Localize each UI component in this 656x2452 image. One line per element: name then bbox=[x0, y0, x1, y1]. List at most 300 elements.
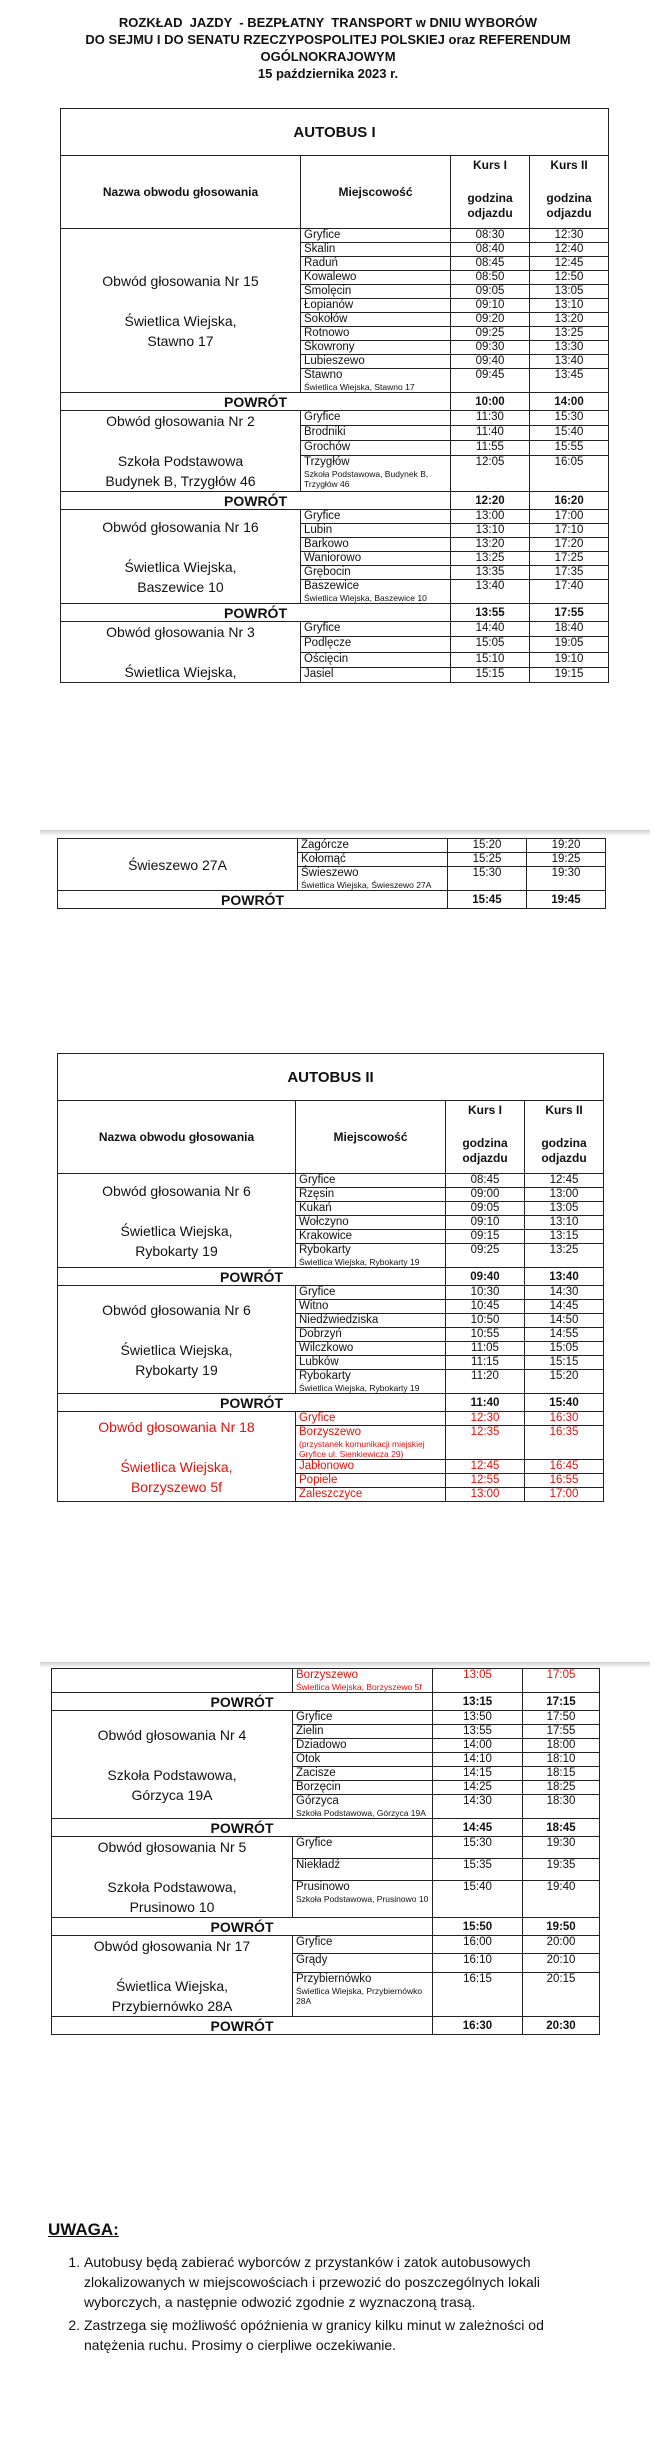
departure-kurs-1: 14:30 bbox=[433, 1795, 523, 1819]
stop-name bbox=[296, 1314, 446, 1328]
return-time-kurs-1: 12:20 bbox=[451, 492, 530, 510]
notes-list bbox=[48, 2252, 608, 2355]
departure-kurs-1: 12:05 bbox=[451, 455, 530, 491]
voting-district bbox=[61, 510, 301, 604]
departure-kurs-1: 13:00 bbox=[446, 1488, 525, 1502]
stop-location-note: (przystanek komunikacji miejskiej Gryfice ul. Sienkiewicza 29) bbox=[299, 1439, 425, 1459]
district-line: Świetlica Wiejska, bbox=[115, 1978, 229, 1994]
table-row bbox=[58, 839, 606, 853]
stop-label: Barkowo bbox=[304, 538, 349, 550]
departure-kurs-1: 15:30 bbox=[448, 867, 527, 891]
stop-name bbox=[301, 369, 451, 393]
stop-label: Gryfice bbox=[299, 1174, 336, 1186]
departure-kurs-1: 08:50 bbox=[451, 271, 530, 285]
departure-kurs-2: 12:45 bbox=[525, 1174, 604, 1188]
stop-label: Brodniki bbox=[304, 425, 346, 438]
stop-name bbox=[296, 1356, 446, 1370]
stop-name bbox=[296, 1370, 446, 1394]
godzina-label: godzina bbox=[541, 1136, 587, 1150]
departure-kurs-1: 11:40 bbox=[451, 425, 530, 440]
stop-name bbox=[293, 1725, 433, 1739]
district-line: Prusinowo 10 bbox=[129, 1899, 215, 1915]
departure-kurs-2: 15:05 bbox=[525, 1342, 604, 1356]
stop-name bbox=[301, 566, 451, 580]
departure-kurs-1: 13:40 bbox=[451, 580, 530, 604]
departure-kurs-1: 14:25 bbox=[433, 1781, 523, 1795]
stop-name bbox=[296, 1474, 446, 1488]
departure-kurs-2: 13:15 bbox=[525, 1230, 604, 1244]
stop-name bbox=[296, 1216, 446, 1230]
return-time-kurs-1: 14:45 bbox=[433, 1819, 523, 1837]
departure-kurs-1: 09:20 bbox=[451, 313, 530, 327]
departure-kurs-1: 08:30 bbox=[451, 229, 530, 243]
departure-kurs-2: 16:30 bbox=[525, 1412, 604, 1426]
return-time-kurs-1: 09:40 bbox=[446, 1268, 525, 1286]
departure-kurs-2: 19:05 bbox=[530, 637, 609, 652]
return-label: POWRÓT bbox=[61, 492, 451, 510]
stop-name bbox=[301, 341, 451, 355]
stop-name bbox=[293, 1837, 433, 1859]
stop-label: Górzyca bbox=[296, 1795, 339, 1807]
kurs-label: Kurs II bbox=[545, 1103, 583, 1117]
return-row bbox=[52, 2017, 600, 2035]
departure-kurs-1: 16:10 bbox=[433, 1954, 523, 1972]
departure-kurs-1: 11:55 bbox=[451, 440, 530, 455]
return-row bbox=[61, 393, 609, 411]
stop-name bbox=[301, 622, 451, 637]
departure-kurs-2: 13:00 bbox=[525, 1188, 604, 1202]
return-label: POWRÓT bbox=[61, 393, 451, 411]
table-row bbox=[58, 1412, 604, 1426]
return-time-kurs-1: 10:00 bbox=[451, 393, 530, 411]
district-line: Baszewice 10 bbox=[137, 578, 224, 595]
stop-label: Grębocin bbox=[304, 566, 351, 578]
departure-kurs-2: 13:40 bbox=[530, 355, 609, 369]
return-time-kurs-1: 16:30 bbox=[433, 2017, 523, 2035]
stop-name bbox=[301, 313, 451, 327]
departure-kurs-1: 14:15 bbox=[433, 1767, 523, 1781]
departure-kurs-1: 13:00 bbox=[451, 510, 530, 524]
departure-kurs-1: 08:45 bbox=[451, 257, 530, 271]
stop-label: Prusinowo bbox=[296, 1880, 350, 1893]
district-line bbox=[55, 1671, 289, 1691]
bus-title: AUTOBUS I bbox=[61, 109, 609, 156]
stop-name bbox=[293, 1936, 433, 1954]
stop-name bbox=[296, 1426, 446, 1460]
stop-name bbox=[293, 1753, 433, 1767]
departure-kurs-2: 15:15 bbox=[525, 1356, 604, 1370]
departure-kurs-2: 17:40 bbox=[530, 580, 609, 604]
stop-name bbox=[296, 1342, 446, 1356]
return-label: POWRÓT bbox=[58, 891, 448, 909]
stop-name bbox=[301, 524, 451, 538]
stop-name bbox=[296, 1188, 446, 1202]
stop-name bbox=[298, 839, 448, 853]
departure-kurs-2: 18:00 bbox=[523, 1739, 600, 1753]
return-time-kurs-2: 17:15 bbox=[523, 1693, 600, 1711]
district-line: Obwód głosowania Nr 18 bbox=[98, 1418, 255, 1435]
stop-label: Łopianów bbox=[304, 299, 354, 311]
departure-kurs-2: 17:05 bbox=[523, 1669, 600, 1693]
voting-district bbox=[52, 1936, 293, 2017]
stop-label: Krakowice bbox=[299, 1230, 353, 1242]
return-label: POWRÓT bbox=[52, 2017, 433, 2035]
stop-name bbox=[301, 552, 451, 566]
stop-name bbox=[293, 1767, 433, 1781]
district-line: Rybokarty 19 bbox=[135, 1242, 218, 1259]
district-line bbox=[64, 431, 297, 451]
stop-name bbox=[293, 1781, 433, 1795]
return-time-kurs-2: 15:40 bbox=[525, 1394, 604, 1412]
stop-label: Kołomąć bbox=[301, 853, 346, 865]
departure-kurs-2: 18:30 bbox=[523, 1795, 600, 1819]
voting-district bbox=[52, 1837, 293, 1918]
stop-label: Zacisze bbox=[296, 1767, 336, 1779]
departure-kurs-2: 14:30 bbox=[525, 1286, 604, 1300]
departure-kurs-2: 20:00 bbox=[523, 1936, 600, 1954]
district-line: Rybokarty 19 bbox=[135, 1361, 218, 1378]
stop-name bbox=[293, 1972, 433, 2016]
column-header-district: Nazwa obwodu głosowania bbox=[58, 1101, 296, 1174]
stop-label: Gryfice bbox=[296, 1837, 333, 1849]
departure-kurs-2: 13:10 bbox=[530, 299, 609, 313]
district-line: Obwód głosowania Nr 5 bbox=[97, 1839, 247, 1855]
departure-kurs-1: 09:05 bbox=[451, 285, 530, 299]
kurs-label: Kurs II bbox=[550, 158, 588, 172]
stop-name bbox=[296, 1328, 446, 1342]
departure-kurs-2: 13:05 bbox=[530, 285, 609, 299]
return-row bbox=[58, 1268, 604, 1286]
return-row bbox=[61, 604, 609, 622]
departure-kurs-1: 10:45 bbox=[446, 1300, 525, 1314]
table-row bbox=[61, 510, 609, 524]
stop-name bbox=[293, 1795, 433, 1819]
stop-name bbox=[298, 867, 448, 891]
district-line: Świetlica Wiejska, bbox=[124, 664, 237, 680]
table-row bbox=[58, 1174, 604, 1188]
stop-name bbox=[301, 271, 451, 285]
stop-location-note: Świetlica Wiejska, Borzyszewo 5f bbox=[296, 1682, 422, 1692]
return-time-kurs-2: 19:50 bbox=[523, 1918, 600, 1936]
return-time-kurs-2: 19:45 bbox=[527, 891, 606, 909]
stop-name bbox=[301, 637, 451, 652]
stop-label: Gryfice bbox=[296, 1936, 333, 1948]
stop-label: Smolęcin bbox=[304, 285, 352, 297]
departure-kurs-2: 12:40 bbox=[530, 243, 609, 257]
departure-kurs-1: 16:15 bbox=[433, 1972, 523, 2016]
departure-kurs-1: 11:15 bbox=[446, 1356, 525, 1370]
departure-kurs-1: 15:20 bbox=[448, 839, 527, 853]
district-line: Przybiernówko 28A bbox=[111, 1998, 233, 2014]
departure-kurs-1: 15:05 bbox=[451, 637, 530, 652]
stop-label: Lubków bbox=[299, 1356, 339, 1368]
district-line bbox=[61, 1201, 292, 1221]
departure-kurs-1: 09:25 bbox=[451, 327, 530, 341]
departure-kurs-1: 16:00 bbox=[433, 1936, 523, 1954]
bus-title: AUTOBUS II bbox=[58, 1054, 604, 1101]
stop-name bbox=[296, 1202, 446, 1216]
stop-location-note: Świetlica Wiejska, Baszewice 10 bbox=[304, 593, 427, 603]
return-label: POWRÓT bbox=[61, 604, 451, 622]
departure-kurs-1: 14:00 bbox=[433, 1739, 523, 1753]
stop-label: Stawno bbox=[304, 369, 343, 381]
departure-kurs-2: 16:35 bbox=[525, 1426, 604, 1460]
departure-kurs-1: 10:30 bbox=[446, 1286, 525, 1300]
return-label: POWRÓT bbox=[52, 1918, 433, 1936]
district-line bbox=[55, 1857, 289, 1877]
district-line: Budynek B, Trzygłów 46 bbox=[105, 473, 256, 489]
departure-kurs-2: 17:00 bbox=[525, 1488, 604, 1502]
column-header-place: Miejscowość bbox=[301, 156, 451, 229]
voting-district bbox=[52, 1669, 293, 1693]
column-header-kurs-2 bbox=[525, 1101, 604, 1174]
stop-label: Jabłonowo bbox=[299, 1460, 354, 1472]
departure-kurs-2: 14:50 bbox=[525, 1314, 604, 1328]
stop-label: Baszewice bbox=[304, 580, 359, 592]
stop-label: Dziadowo bbox=[296, 1739, 347, 1751]
departure-kurs-2: 19:15 bbox=[530, 667, 609, 682]
district-line: Obwód głosowania Nr 2 bbox=[106, 413, 255, 429]
stop-label: Raduń bbox=[304, 257, 338, 269]
departure-kurs-1: 13:35 bbox=[451, 566, 530, 580]
stop-label: Witno bbox=[299, 1300, 329, 1312]
schedule-table-autobus-2-continued bbox=[51, 1668, 600, 2035]
district-line bbox=[55, 1745, 289, 1765]
return-row bbox=[52, 1693, 600, 1711]
district-line: Świetlica Wiejska, bbox=[124, 558, 237, 575]
stop-label: Jasiel bbox=[304, 667, 334, 680]
district-line: Obwód głosowania Nr 15 bbox=[102, 272, 259, 289]
departure-kurs-2: 12:30 bbox=[530, 229, 609, 243]
departure-kurs-1: 13:25 bbox=[451, 552, 530, 566]
departure-kurs-1: 13:20 bbox=[451, 538, 530, 552]
departure-kurs-1: 10:55 bbox=[446, 1328, 525, 1342]
stop-name bbox=[301, 229, 451, 243]
stop-name bbox=[301, 652, 451, 667]
departure-kurs-1: 12:45 bbox=[446, 1460, 525, 1474]
departure-kurs-2: 17:00 bbox=[530, 510, 609, 524]
departure-kurs-1: 13:10 bbox=[451, 524, 530, 538]
table-row bbox=[52, 1711, 600, 1725]
departure-kurs-1: 12:55 bbox=[446, 1474, 525, 1488]
departure-kurs-2: 17:50 bbox=[523, 1711, 600, 1725]
stop-label: Rzęsin bbox=[299, 1188, 335, 1200]
return-label: POWRÓT bbox=[58, 1394, 446, 1412]
departure-kurs-2: 19:35 bbox=[523, 1858, 600, 1880]
kurs-label: Kurs I bbox=[472, 158, 507, 172]
stop-label: Kukań bbox=[299, 1202, 332, 1214]
stop-label: Skalin bbox=[304, 243, 336, 255]
stop-label: Wilczkowo bbox=[299, 1342, 354, 1354]
departure-kurs-1: 09:10 bbox=[451, 299, 530, 313]
district-line bbox=[61, 1437, 292, 1457]
voting-district bbox=[61, 411, 301, 492]
godzina-label: godzina bbox=[462, 1136, 508, 1150]
stop-label: Borzyszewo bbox=[299, 1426, 361, 1438]
voting-district bbox=[61, 229, 301, 393]
stop-label: Gryfice bbox=[304, 229, 341, 241]
departure-kurs-1: 08:40 bbox=[451, 243, 530, 257]
schedule-table-autobus-1 bbox=[60, 108, 609, 683]
voting-district bbox=[58, 839, 298, 891]
departure-kurs-1: 09:30 bbox=[451, 341, 530, 355]
stop-name bbox=[296, 1460, 446, 1474]
departure-kurs-2: 13:05 bbox=[525, 1202, 604, 1216]
departure-kurs-2: 19:25 bbox=[527, 853, 606, 867]
stop-name bbox=[293, 1858, 433, 1880]
departure-kurs-1: 15:25 bbox=[448, 853, 527, 867]
departure-kurs-1: 09:25 bbox=[446, 1244, 525, 1268]
stop-label: Zagórcze bbox=[301, 839, 349, 851]
departure-kurs-1: 09:15 bbox=[446, 1230, 525, 1244]
departure-kurs-2: 16:05 bbox=[530, 455, 609, 491]
notes-title: UWAGA: bbox=[48, 2220, 119, 2239]
note-item: 2. Zastrzega się możliwość opóźnienia w granicy kilku minut w zależności od natężenia ruchu. Prosimy o cierpliwe oczekiwanie. bbox=[84, 2315, 608, 2355]
stop-label: Borzęcin bbox=[296, 1781, 341, 1793]
return-time-kurs-2: 17:55 bbox=[530, 604, 609, 622]
stop-name bbox=[301, 257, 451, 271]
stop-name bbox=[301, 355, 451, 369]
stop-name bbox=[293, 1954, 433, 1972]
stop-name bbox=[296, 1174, 446, 1188]
return-time-kurs-1: 15:45 bbox=[448, 891, 527, 909]
schedule-table-autobus-1-continued bbox=[57, 838, 606, 909]
district-line: Szkoła Podstawowa, bbox=[107, 1766, 237, 1783]
stop-name bbox=[293, 1880, 433, 1917]
departure-kurs-1: 11:05 bbox=[446, 1342, 525, 1356]
stop-label: Waniorowo bbox=[304, 552, 362, 564]
stop-location-note: Szkoła Podstawowa, Górzyca 19A bbox=[296, 1808, 426, 1818]
stop-name bbox=[301, 580, 451, 604]
return-time-kurs-2: 20:30 bbox=[523, 2017, 600, 2035]
departure-kurs-2: 13:45 bbox=[530, 369, 609, 393]
stop-label: Borzyszewo bbox=[296, 1669, 358, 1681]
departure-kurs-2: 20:15 bbox=[523, 1972, 600, 2016]
stop-name bbox=[296, 1488, 446, 1502]
departure-kurs-2: 13:30 bbox=[530, 341, 609, 355]
district-line: Obwód głosowania Nr 3 bbox=[106, 624, 255, 640]
district-line: Borzyszewo 5f bbox=[130, 1478, 223, 1495]
district-line: Górzyca 19A bbox=[131, 1786, 213, 1803]
district-line: Świetlica Wiejska, bbox=[120, 1458, 233, 1475]
kurs-label: Kurs I bbox=[467, 1103, 502, 1117]
departure-kurs-2: 17:20 bbox=[530, 538, 609, 552]
district-line: Stawno 17 bbox=[147, 332, 214, 349]
return-time-kurs-2: 16:20 bbox=[530, 492, 609, 510]
stop-name bbox=[293, 1669, 433, 1693]
stop-name bbox=[301, 299, 451, 313]
district-line: Świetlica Wiejska, bbox=[120, 1222, 233, 1239]
return-row bbox=[58, 1394, 604, 1412]
stop-label: Ościęcin bbox=[304, 652, 349, 665]
departure-kurs-1: 09:00 bbox=[446, 1188, 525, 1202]
odjazdu-label: odjazdu bbox=[462, 1151, 508, 1165]
departure-kurs-1: 09:45 bbox=[451, 369, 530, 393]
departure-kurs-1: 11:30 bbox=[451, 411, 530, 426]
departure-kurs-1: 15:40 bbox=[433, 1880, 523, 1917]
departure-kurs-2: 19:30 bbox=[527, 867, 606, 891]
stop-label: Lubin bbox=[304, 524, 333, 536]
return-time-kurs-1: 13:15 bbox=[433, 1693, 523, 1711]
stop-location-note: Świetlica Wiejska, Przybiernówko 28A bbox=[296, 1985, 423, 2006]
stop-name bbox=[296, 1300, 446, 1314]
return-time-kurs-1: 13:55 bbox=[451, 604, 530, 622]
return-row bbox=[58, 891, 606, 909]
departure-kurs-1: 14:40 bbox=[451, 622, 530, 637]
district-line bbox=[64, 291, 297, 311]
return-label: POWRÓT bbox=[52, 1819, 433, 1837]
voting-district bbox=[58, 1286, 296, 1394]
stop-label: Rybokarty bbox=[299, 1244, 351, 1256]
stop-name bbox=[296, 1412, 446, 1426]
district-line bbox=[64, 642, 297, 662]
stop-name bbox=[301, 425, 451, 440]
district-line: Świeszewo 27A bbox=[128, 856, 227, 873]
return-label: POWRÓT bbox=[52, 1693, 433, 1711]
stop-name bbox=[301, 455, 451, 491]
departure-kurs-2: 13:10 bbox=[525, 1216, 604, 1230]
notes-section bbox=[48, 2220, 608, 2358]
column-header-kurs-2 bbox=[530, 156, 609, 229]
stop-label: Niedźwiedziska bbox=[299, 1314, 379, 1326]
godzina-label: godzina bbox=[546, 191, 592, 205]
departure-kurs-2: 19:40 bbox=[523, 1880, 600, 1917]
stop-name bbox=[301, 440, 451, 455]
departure-kurs-1: 15:15 bbox=[451, 667, 530, 682]
stop-label: Kowalewo bbox=[304, 271, 357, 283]
departure-kurs-2: 12:50 bbox=[530, 271, 609, 285]
stop-name bbox=[301, 667, 451, 682]
stop-name bbox=[301, 411, 451, 426]
district-line: Obwód głosowania Nr 6 bbox=[102, 1182, 251, 1199]
stop-label: Gryfice bbox=[299, 1286, 336, 1298]
departure-kurs-2: 20:10 bbox=[523, 1954, 600, 1972]
stop-location-note: Świetlica Wiejska, Stawno 17 bbox=[304, 382, 415, 392]
district-line: Świetlica Wiejska, bbox=[124, 312, 237, 329]
stop-name bbox=[298, 853, 448, 867]
stop-label: Podlęcze bbox=[304, 637, 352, 650]
departure-kurs-2: 16:45 bbox=[525, 1460, 604, 1474]
departure-kurs-2: 13:20 bbox=[530, 313, 609, 327]
stop-name bbox=[301, 285, 451, 299]
stop-name bbox=[301, 510, 451, 524]
table-row bbox=[52, 1669, 600, 1693]
departure-kurs-2: 13:25 bbox=[530, 327, 609, 341]
table-row bbox=[61, 411, 609, 426]
departure-kurs-1: 10:50 bbox=[446, 1314, 525, 1328]
stop-location-note: Świetlica Wiejska, Rybokarty 19 bbox=[299, 1257, 420, 1267]
stop-label: Przybiernówko bbox=[296, 1972, 372, 1985]
departure-kurs-2: 12:45 bbox=[530, 257, 609, 271]
stop-name bbox=[293, 1739, 433, 1753]
table-row bbox=[61, 229, 609, 243]
stop-label: Rotnowo bbox=[304, 327, 350, 339]
header-line: OGÓLNOKRAJOWYM bbox=[260, 49, 396, 64]
stop-label: Wołczyno bbox=[299, 1216, 349, 1228]
return-time-kurs-1: 15:50 bbox=[433, 1918, 523, 1936]
table-row bbox=[52, 1936, 600, 1954]
departure-kurs-2: 15:40 bbox=[530, 425, 609, 440]
spacer bbox=[528, 1118, 600, 1136]
departure-kurs-2: 18:10 bbox=[523, 1753, 600, 1767]
table-row bbox=[58, 1286, 604, 1300]
departure-kurs-2: 19:10 bbox=[530, 652, 609, 667]
departure-kurs-1: 15:30 bbox=[433, 1837, 523, 1859]
departure-kurs-1: 15:10 bbox=[451, 652, 530, 667]
return-row bbox=[52, 1819, 600, 1837]
stop-label: Gryfice bbox=[304, 510, 341, 522]
departure-kurs-2: 18:40 bbox=[530, 622, 609, 637]
